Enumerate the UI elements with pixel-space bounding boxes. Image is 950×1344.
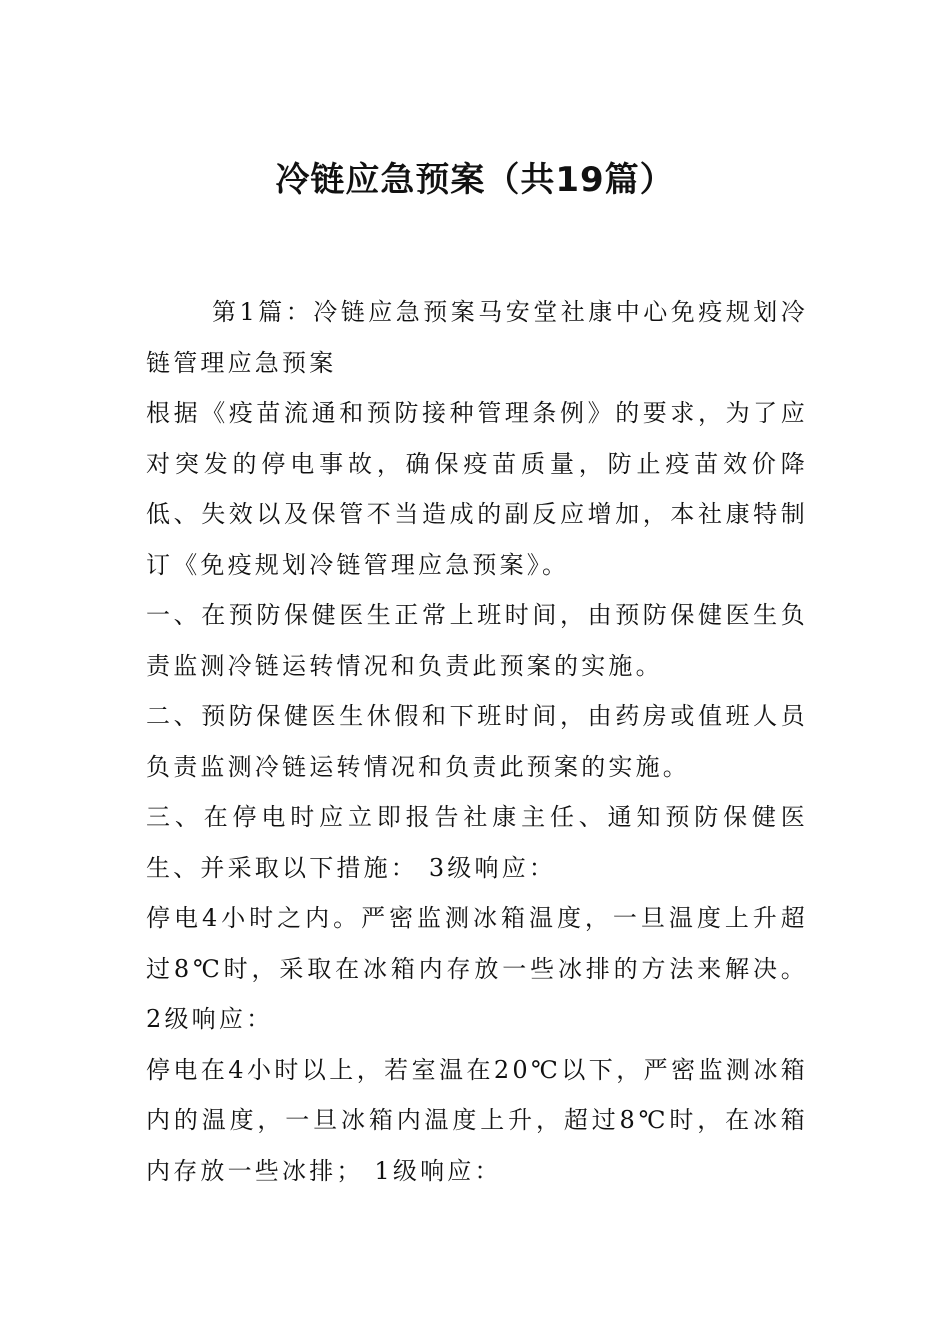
paragraph-intro: 根据《疫苗流通和预防接种管理条例》的要求，为了应对突发的停电事故，确保疫苗质量，防止疫苗效价降低、失效以及保管不当造成的副反应增加，本社康特制订《免疫规划冷链管理应急预案》。 xyxy=(146,399,808,579)
paragraph-item-3: 三、在停电时应立即报告社康主任、通知预防保健医生、并采取以下措施： 3级响应： xyxy=(146,803,808,882)
document-body xyxy=(146,287,808,1196)
paragraph-chapter-heading: 第1篇：冷链应急预案马安堂社康中心免疫规划冷链管理应急预案 xyxy=(146,298,808,377)
paragraph-level-2-response: 停电在4小时以上，若室温在20℃以下，严密监测冰箱内的温度，一旦冰箱内温度上升，超过8℃时，在冰箱内存放一些冰排； 1级响应： xyxy=(146,1055,808,1185)
paragraph-item-2: 二、预防保健医生休假和下班时间，由药房或值班人员负责监测冷链运转情况和负责此预案的实施。 xyxy=(146,702,808,781)
paragraph-level-3-response: 停电4小时之内。严密监测冰箱温度，一旦温度上升超过8℃时，采取在冰箱内存放一些冰排的方法来解决。 2级响应： xyxy=(146,904,808,1033)
document-title: 冷链应急预案（共19篇） xyxy=(275,160,675,200)
paragraph-item-1: 一、在预防保健医生正常上班时间，由预防保健医生负责监测冷链运转情况和负责此预案的实施。 xyxy=(146,601,808,680)
